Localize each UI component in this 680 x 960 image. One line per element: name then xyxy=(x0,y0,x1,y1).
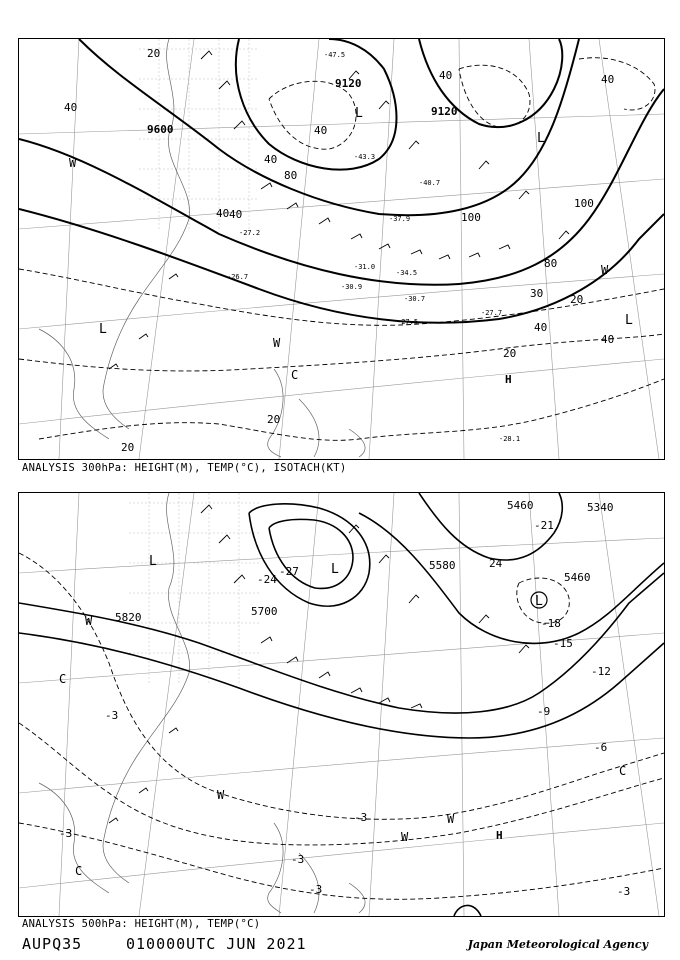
contour-arc xyxy=(454,905,481,916)
temp-label: -43.3 xyxy=(354,153,376,161)
temp-label: -27 xyxy=(279,565,299,578)
isotherm-contours xyxy=(19,553,664,899)
graticule xyxy=(19,493,664,916)
height-label: 5340 xyxy=(587,501,614,514)
temp-label: -3 xyxy=(105,709,119,722)
temp-label: -26.7 xyxy=(227,273,249,281)
caption-500hpa: ANALYSIS 500hPa: HEIGHT(M), TEMP(°C) xyxy=(22,918,261,930)
analysis-300hpa-map xyxy=(18,38,665,460)
temp-label: -28.1 xyxy=(499,435,521,443)
low-marker: L xyxy=(331,562,339,577)
isotherm-contours xyxy=(19,58,664,441)
temp-label: -3 xyxy=(309,883,323,896)
temp-label: -27.2 xyxy=(239,229,261,237)
agency-name: Japan Meteorological Agency xyxy=(467,938,648,951)
low-marker: L xyxy=(99,322,107,337)
low-marker: L xyxy=(537,131,545,146)
height-label: 5460 xyxy=(507,499,534,512)
analysis-500hpa-map xyxy=(18,492,665,917)
temp-label: -34.5 xyxy=(396,269,418,277)
low-marker: L xyxy=(535,594,543,609)
isotach-label: 100 xyxy=(574,197,594,210)
high-marker: H xyxy=(505,373,512,386)
isotach-label: 20 xyxy=(267,413,281,426)
temp-label: -30.9 xyxy=(341,283,363,291)
height-label: 5820 xyxy=(115,611,142,624)
coastlines xyxy=(39,493,368,913)
chart-id: AUPQ35 xyxy=(22,935,83,953)
height-label: 9120 xyxy=(335,77,362,90)
temp-label: -3 xyxy=(354,811,368,824)
low-marker: L xyxy=(625,313,633,328)
isotach-label: 20 xyxy=(503,347,517,360)
temp-label: -37.9 xyxy=(389,215,411,223)
warm-marker: W xyxy=(69,156,77,170)
isotach-label: 80 xyxy=(544,257,558,270)
height-labels xyxy=(147,77,458,136)
isotach-label: 40 xyxy=(64,101,78,114)
coastlines xyxy=(39,39,365,457)
analysis-grid xyxy=(129,493,259,683)
temp-label: -27.5 xyxy=(397,318,419,326)
isotach-labels xyxy=(64,47,614,454)
temp-label: -31.0 xyxy=(354,263,376,271)
isotach-label: 40 xyxy=(601,73,615,86)
temp-label: -47.5 xyxy=(324,51,346,59)
temp-label: -27.7 xyxy=(481,309,503,317)
cold-marker: C xyxy=(59,672,67,686)
isotach-label: 80 xyxy=(284,169,298,182)
isotach-label: 40 xyxy=(601,333,615,346)
map-300hpa-svg xyxy=(19,39,664,459)
temp-label: -21 xyxy=(534,519,554,532)
isotach-label: 20 xyxy=(121,441,135,454)
graticule xyxy=(19,39,664,459)
warm-marker: W xyxy=(401,830,409,844)
temperature-labels xyxy=(59,519,630,898)
temp-label: -3 xyxy=(291,853,305,866)
temp-label: -9 xyxy=(537,705,551,718)
isotach-label: 40 xyxy=(216,207,230,220)
height-label: 5460 xyxy=(564,571,591,584)
low-marker: L xyxy=(149,554,157,569)
isotach-label: 20 xyxy=(570,293,584,306)
height-label: 9120 xyxy=(431,105,458,118)
caption-300hpa: ANALYSIS 300hPa: HEIGHT(M), TEMP(°C), ISOTACH(KT) xyxy=(22,462,347,474)
low-marker: L xyxy=(355,106,363,121)
warm-marker: W xyxy=(273,336,281,350)
temp-label: -12 xyxy=(591,665,611,678)
isotach-label: 40 xyxy=(264,153,278,166)
isotach-label: 20 xyxy=(147,47,161,60)
height-label: 9600 xyxy=(147,123,174,136)
valid-time: 010000UTC JUN 2021 xyxy=(126,935,307,953)
temp-label: -30.7 xyxy=(404,295,426,303)
high-marker: H xyxy=(496,829,503,842)
height-label: 5700 xyxy=(251,605,278,618)
map-500hpa-svg xyxy=(19,493,664,916)
isotach-label: 40 xyxy=(534,321,548,334)
temp-label: 24 xyxy=(489,557,503,570)
warm-marker: W xyxy=(447,812,455,826)
warm-marker: W xyxy=(85,614,93,628)
isotach-label: 40 xyxy=(439,69,453,82)
cold-marker: C xyxy=(619,764,627,778)
temp-label: -40.7 xyxy=(419,179,441,187)
cold-marker: C xyxy=(75,864,83,878)
isotach-label: 40 xyxy=(229,208,243,221)
cold-marker: C xyxy=(291,368,299,382)
temp-label: -6 xyxy=(594,741,608,754)
temp-label: -18 xyxy=(541,617,561,630)
warm-marker: W xyxy=(601,263,609,277)
warm-marker: W xyxy=(217,788,225,802)
temp-label: -24 xyxy=(257,573,277,586)
temp-label: -3 xyxy=(59,827,73,840)
temp-label: -15 xyxy=(553,637,573,650)
isotach-label: 100 xyxy=(461,211,481,224)
height-label: 5580 xyxy=(429,559,456,572)
isotach-label: 40 xyxy=(314,124,328,137)
isotach-label: 30 xyxy=(530,287,544,300)
temp-label: -3 xyxy=(617,885,631,898)
